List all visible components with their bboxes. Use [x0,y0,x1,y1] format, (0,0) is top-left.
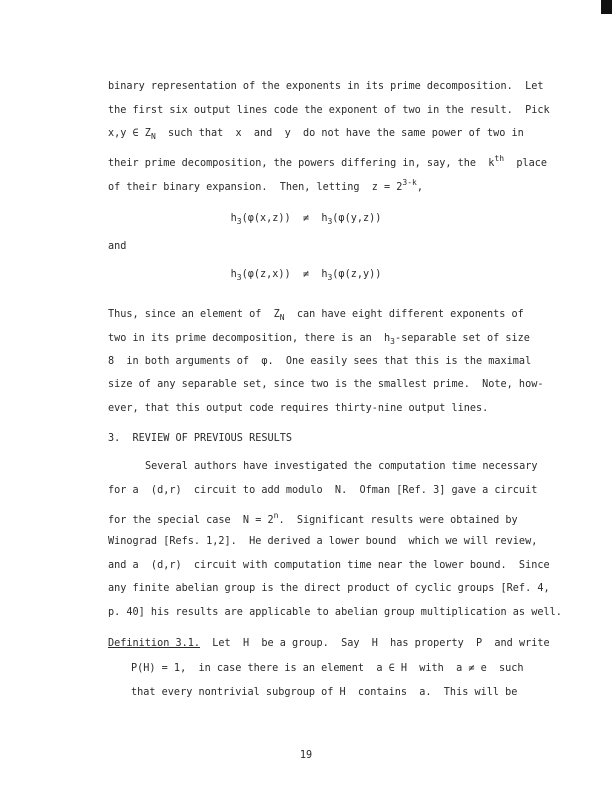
text-fragment: such that x and y do not have the same power of two in [155,128,524,139]
text-line: any finite abelian group is the direct product of cyclic groups [Ref. 4, [108,583,550,594]
text-line: 8 in both arguments of φ. One easily sees that this is the maximal [108,356,532,367]
superscript: n [273,511,279,520]
subscript: N [150,132,156,141]
eq-fragment: h [230,213,237,224]
text-line: Winograd [Refs. 1,2]. He derived a lower bound which we will review, [108,536,538,547]
eq-fragment: (φ(y,z)) [332,213,382,224]
text-line [108,152,560,171]
text-line [108,308,560,325]
text-line: and a (d,r) circuit with computation time near the lower bound. Since [108,560,550,571]
text-line [108,127,560,144]
scan-corner-mark [601,0,612,14]
section-heading: 3. REVIEW OF PREVIOUS RESULTS [108,433,293,444]
text-line [108,176,560,195]
text-line: size of any separable set, since two is the smallest prime. Note, how- [108,379,544,390]
subscript: 3 [327,217,333,226]
text-fragment: , [416,182,423,193]
text-fragment: Thus, since an element of Z [108,309,280,320]
text-line [108,509,560,528]
text-fragment: Let H be a group. Say H has property P and write [200,638,550,649]
text-line: the first six output lines code the exponent of two in the result. Pick [108,105,550,116]
subscript: 3 [236,217,242,226]
text-line: for a (d,r) circuit to add modulo N. Ofman [Ref. 3] gave a circuit [108,485,538,496]
text-fragment: can have eight different exponents of [284,309,524,320]
subscript: 3 [390,337,395,346]
text-line: and [108,241,127,252]
text-line: Several authors have investigated the computation time necessary [145,461,538,472]
text-line: p. 40] his results are applicable to abelian group multiplication as well. [108,607,562,618]
text-fragment: of their binary expansion. Then, letting z = 2 [108,182,403,193]
definition-line: P(H) = 1, in case there is an element a ∈ H with a ≠ e such [131,663,524,674]
eq-fragment: h [230,269,237,280]
superscript: 3-k [402,178,417,187]
text-line: binary representation of the exponents in its prime decomposition. Let [108,81,544,92]
eq-fragment: (φ(x,z)) ≠ h [241,213,328,224]
text-fragment: x,y ∈ Z [108,128,151,139]
page-number: 19 [299,750,313,761]
text-fragment: their prime decomposition, the powers differing in, say, the k [108,158,495,169]
subscript: 3 [236,273,242,282]
text-fragment: place [504,158,547,169]
text-line: ever, that this output code requires thirty-nine output lines. [108,403,489,414]
definition-line: that every nontrivial subgroup of H contains a. This will be [131,687,518,698]
text-fragment: two in its prime decomposition, there is an h [108,333,391,344]
equation-2 [0,268,612,285]
equation-1 [0,212,612,229]
text-line [108,332,560,349]
eq-fragment: (φ(z,y)) [332,269,382,280]
superscript: th [494,154,505,163]
text-fragment: for the special case N = 2 [108,515,274,526]
subscript: 3 [327,273,333,282]
definition-line [108,637,560,651]
subscript: N [279,313,285,322]
text-fragment: . Significant results were obtained by [278,515,518,526]
definition-label: Definition 3.1. [108,638,201,649]
text-fragment: -separable set of size [394,333,530,344]
eq-fragment: (φ(z,x)) ≠ h [241,269,328,280]
